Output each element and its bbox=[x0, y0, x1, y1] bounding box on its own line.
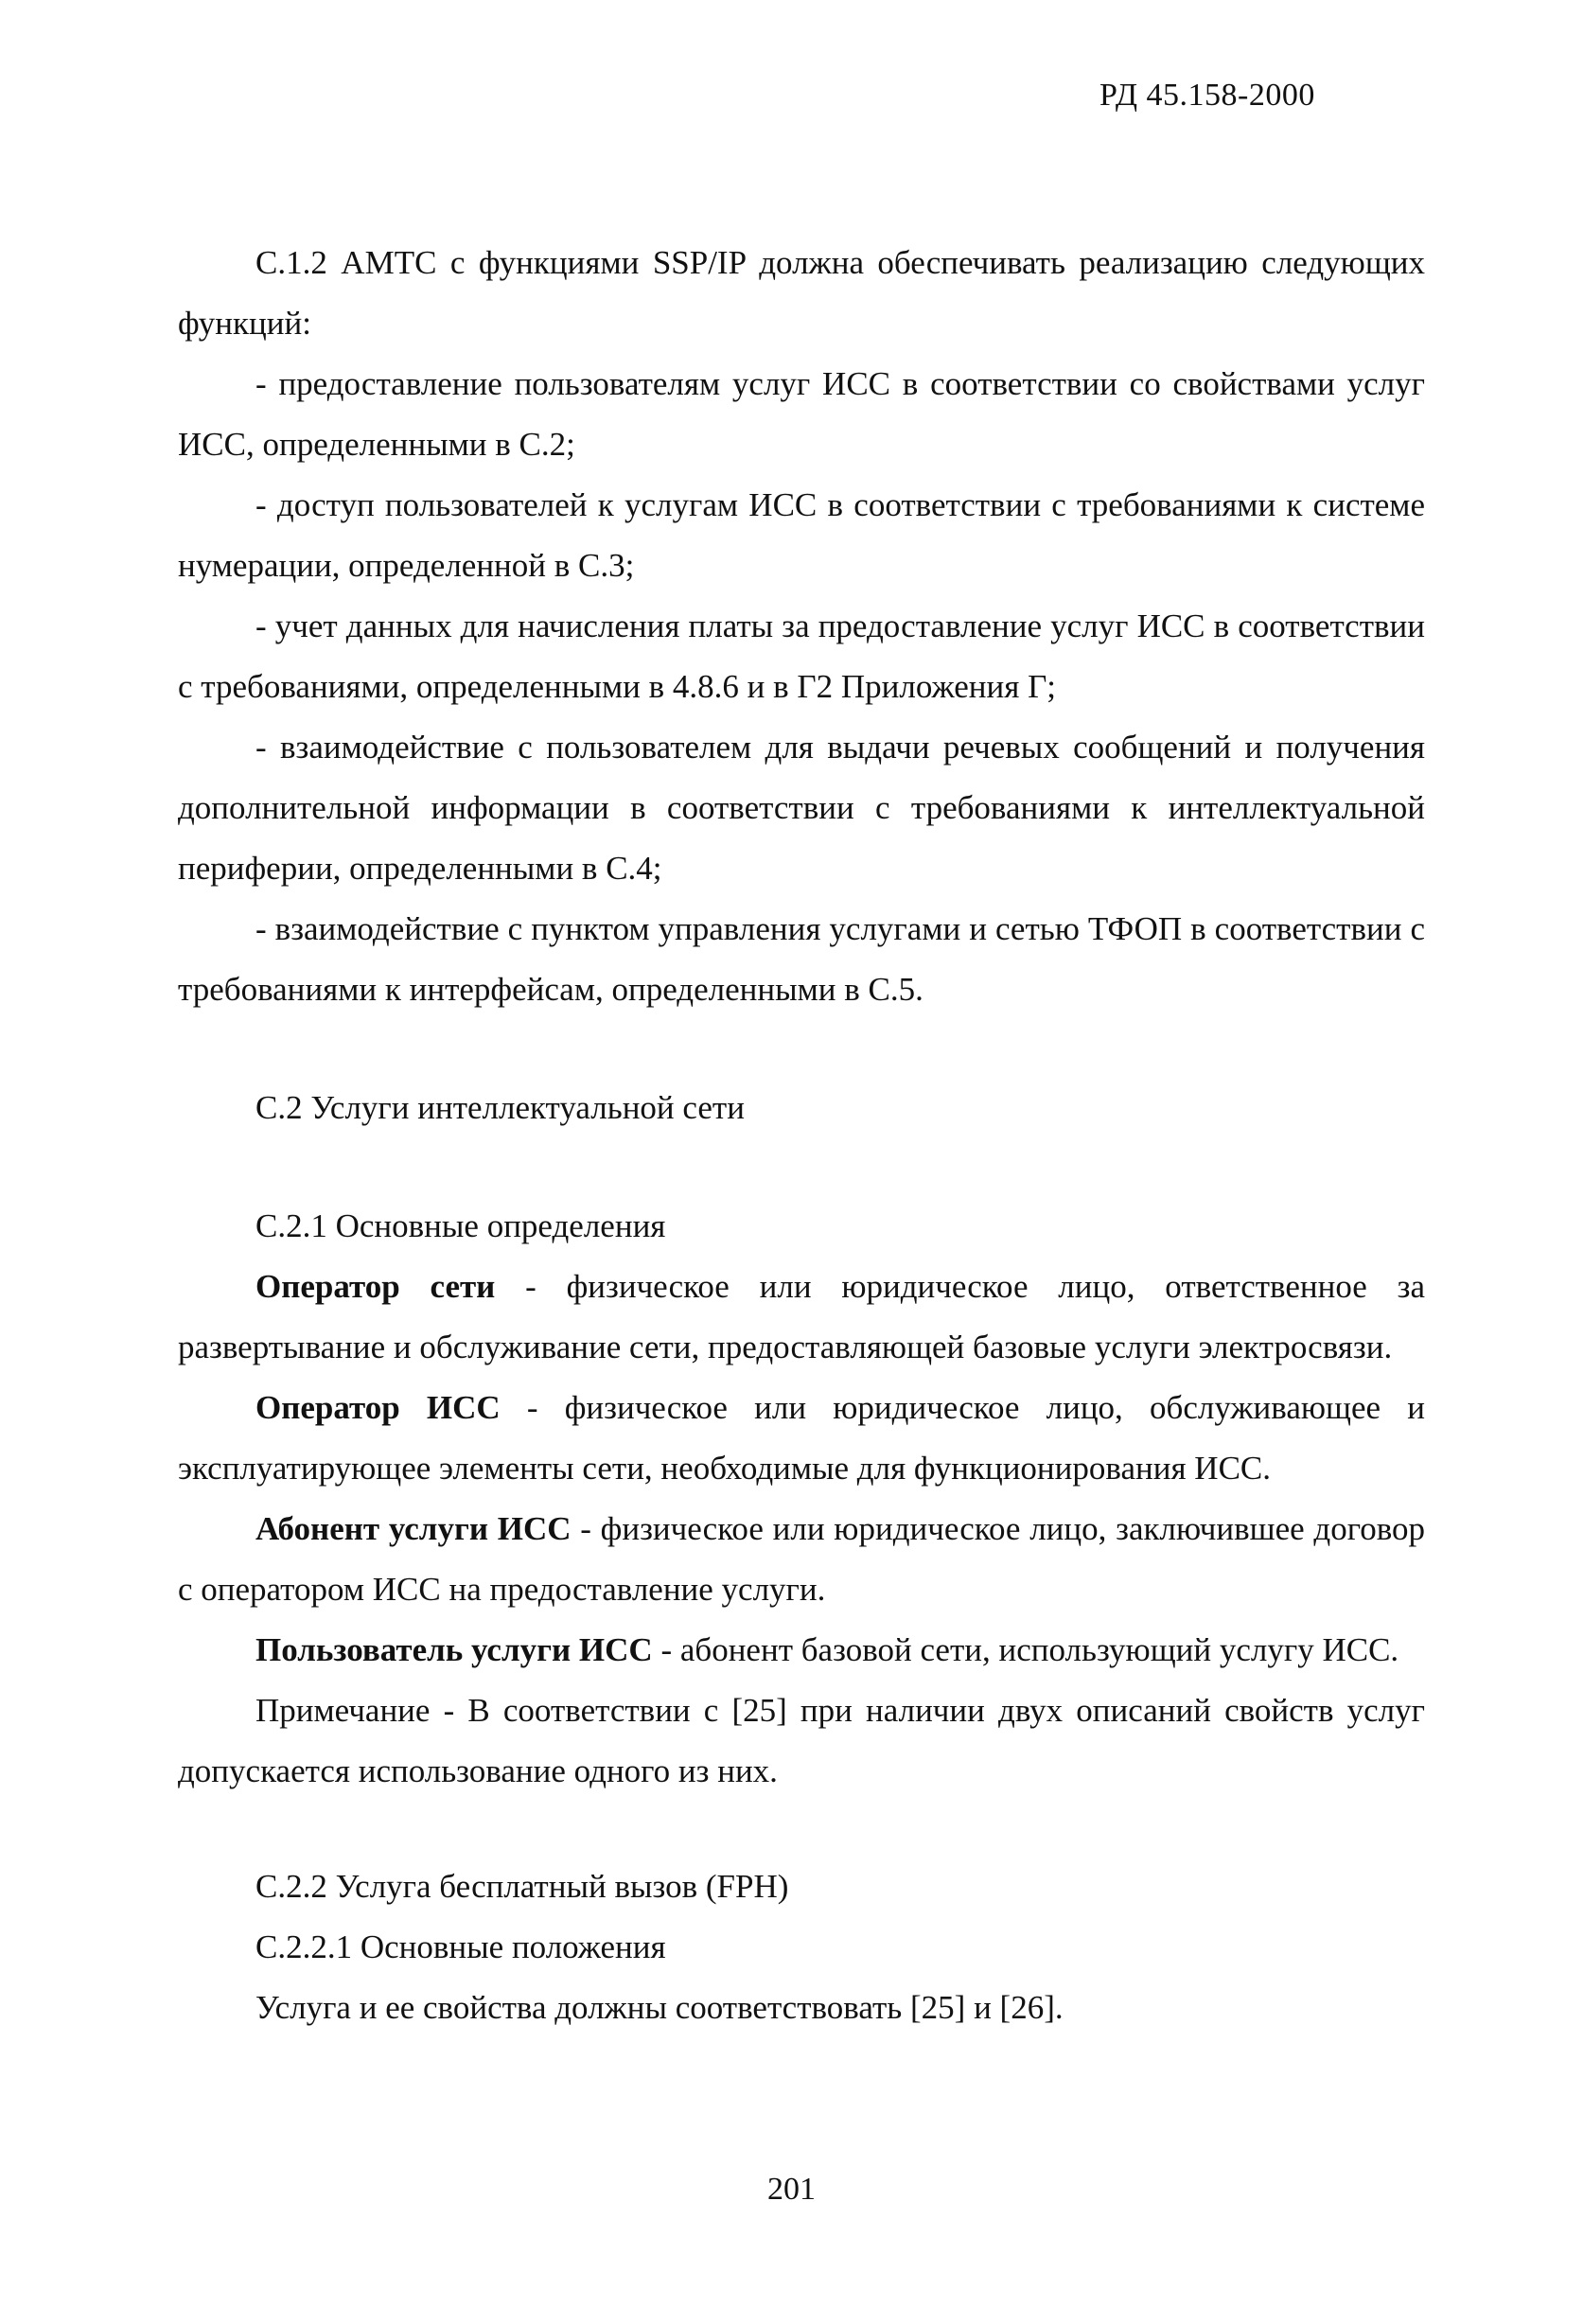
page-number: 201 bbox=[767, 2172, 816, 2207]
section-heading-c22: С.2.2 Услуга бесплатный вызов (FPH) bbox=[255, 1868, 789, 1905]
definition-term: Абонент услуги ИСС bbox=[255, 1510, 572, 1547]
document-code: РД 45.158-2000 bbox=[1099, 78, 1315, 113]
section-heading-c21: С.2.1 Основные определения bbox=[255, 1207, 666, 1244]
definition-paragraph bbox=[178, 1620, 1425, 1681]
definition-term: Оператор ИСС bbox=[255, 1389, 501, 1426]
section-heading-c221: С.2.2.1 Основные положения bbox=[255, 1928, 666, 1965]
spacer bbox=[178, 1138, 1425, 1196]
page-content bbox=[178, 233, 1425, 2038]
list-item: - доступ пользователей к услугам ИСС в соответствии с требованиями к системе нумерации, определенной в С.3; bbox=[178, 486, 1425, 584]
section-c12-intro: С.1.2 АМТС с функциями SSP/IP должна обеспечивать реализацию следующих функций: bbox=[178, 244, 1425, 342]
definition-term: Пользователь услуги ИСС bbox=[255, 1631, 653, 1668]
list-item: - взаимодействие с пунктом управления услугами и сетью ТФОП в соответствии с требованиями к интерфейсам, определенными в С.5. bbox=[178, 910, 1425, 1008]
list-item: - предоставление пользователям услуг ИСС в соответствии со свойствами услуг ИСС, определенными в С.2; bbox=[178, 365, 1425, 463]
spacer bbox=[178, 1020, 1425, 1078]
definition-text: - физическое или юридическое лицо, заключившее договор с оператором ИСС на предоставление услуги. bbox=[178, 1510, 1425, 1608]
definition-paragraph bbox=[178, 1257, 1425, 1378]
body-paragraph: Услуга и ее свойства должны соответствовать [25] и [26]. bbox=[255, 1989, 1064, 2026]
section-heading-c2: С.2 Услуги интеллектуальной сети bbox=[255, 1089, 745, 1126]
list-item: - взаимодействие с пользователем для выдачи речевых сообщений и получения дополнительной информации в соответствии с требованиями к интеллектуальной периферии, определенными в С.4; bbox=[178, 729, 1425, 887]
definition-term: Оператор сети bbox=[255, 1268, 496, 1305]
note-paragraph: Примечание - В соответствии с [25] при наличии двух описаний свойств услуг допускается использование одного из них. bbox=[178, 1692, 1425, 1789]
definition-text: - физическое или юридическое лицо, обслуживающее и эксплуатирующее элементы сети, необходимые для функционирования ИСС. bbox=[178, 1389, 1425, 1487]
definition-text: - физическое или юридическое лицо, ответственное за развертывание и обслуживание сети, предоставляющей базовые услуги электросвязи. bbox=[178, 1268, 1425, 1365]
list-item: - учет данных для начисления платы за предоставление услуг ИСС в соответствии с требованиями, определенными в 4.8.6 и в Г2 Приложения Г; bbox=[178, 607, 1425, 705]
definition-paragraph bbox=[178, 1378, 1425, 1499]
definition-text: - абонент базовой сети, использующий услугу ИСС. bbox=[652, 1631, 1399, 1668]
spacer bbox=[178, 1802, 1425, 1857]
definition-paragraph bbox=[178, 1499, 1425, 1620]
